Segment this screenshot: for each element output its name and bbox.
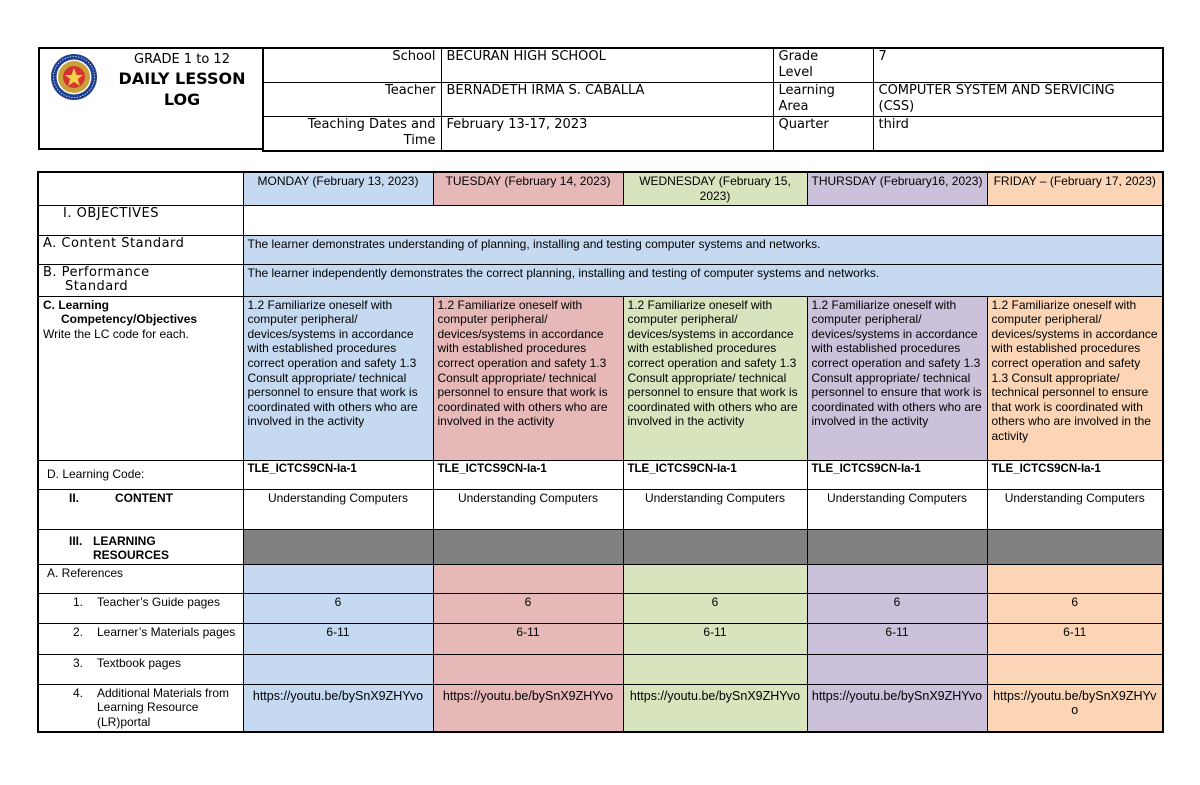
teachers-guide-label: 1. Teacher’s Guide pages (38, 593, 243, 623)
content-label: II. CONTENT (38, 489, 243, 529)
teaching-dates-value: February 13-17, 2023 (441, 116, 773, 151)
learning-competency-row (38, 296, 1163, 460)
teacher-label: Teacher (263, 82, 441, 116)
textbook-row (38, 654, 1163, 684)
resources-wednesday (623, 529, 807, 564)
learning-code-monday: TLE_ICTCS9CN-Ia-1 (243, 460, 433, 489)
references-monday (243, 564, 433, 593)
day-header-wednesday: WEDNESDAY (February 15, 2023) (623, 172, 807, 205)
tb-thursday (807, 654, 987, 684)
content-monday: Understanding Computers (243, 489, 433, 529)
additional-materials-row (38, 684, 1163, 731)
am-link-wednesday[interactable]: https://youtu.be/bySnX9ZHYvo (623, 684, 807, 731)
deped-seal-icon (50, 53, 98, 101)
references-row (38, 564, 1163, 593)
resources-friday (987, 529, 1163, 564)
objectives-label: I. OBJECTIVES (38, 205, 243, 235)
header-title-box (38, 47, 262, 150)
references-tuesday (433, 564, 623, 593)
resources-tuesday (433, 529, 623, 564)
teachers-guide-row (38, 593, 1163, 623)
day-header-thursday: THURSDAY (February16, 2023) (807, 172, 987, 205)
content-standard-row (38, 235, 1163, 264)
tb-tuesday (433, 654, 623, 684)
am-link-thursday[interactable]: https://youtu.be/bySnX9ZHYvo (807, 684, 987, 731)
lc-wednesday: 1.2 Familiarize oneself with computer peripheral/ devices/systems in accordance with established procedures correct operation and safety 1.3 Consult appropriate/ technical personnel to ensure that work is coordinated with others who are involved in the activity (623, 296, 807, 460)
title-line-2: LOG (163, 90, 201, 109)
page-title (102, 68, 262, 110)
school-value: BECURAN HIGH SCHOOL (441, 48, 773, 82)
content-thursday: Understanding Computers (807, 489, 987, 529)
grade-level-label: Grade Level (773, 48, 873, 82)
references-thursday (807, 564, 987, 593)
learning-code-label: D. Learning Code: (38, 460, 243, 489)
tg-tuesday: 6 (433, 593, 623, 623)
tb-monday (243, 654, 433, 684)
day-header-friday: FRIDAY – (February 17, 2023) (987, 172, 1163, 205)
school-label: School (263, 48, 441, 82)
lm-wednesday: 6-11 (623, 623, 807, 654)
grade-level-value: 7 (873, 48, 1163, 82)
references-label: A. References (38, 564, 243, 593)
day-header-monday: MONDAY (February 13, 2023) (243, 172, 433, 205)
teacher-value: BERNADETH IRMA S. CABALLA (441, 82, 773, 116)
lm-thursday: 6-11 (807, 623, 987, 654)
content-wednesday: Understanding Computers (623, 489, 807, 529)
lm-tuesday: 6-11 (433, 623, 623, 654)
lc-friday: 1.2 Familiarize oneself with computer peripheral/ devices/systems in accordance with established procedures correct operation and safety 1.3 Consult appropriate/ technical personnel to ensure that work is coordinated with others who are involved in the activity (987, 296, 1163, 460)
header-info-table (262, 47, 1164, 152)
objectives-value (243, 205, 1163, 235)
content-tuesday: Understanding Computers (433, 489, 623, 529)
day-header-row (38, 172, 1163, 205)
learning-code-thursday: TLE_ICTCS9CN-Ia-1 (807, 460, 987, 489)
teaching-dates-label: Teaching Dates and Time (263, 116, 441, 151)
quarter-value: third (873, 116, 1163, 151)
lc-thursday: 1.2 Familiarize oneself with computer peripheral/ devices/systems in accordance with established procedures correct operation and safety 1.3 Consult appropriate/ technical personnel to ensure that work is coordinated with others who are involved in the activity (807, 296, 987, 460)
grade-range: GRADE 1 to 12 (134, 52, 230, 67)
resources-thursday (807, 529, 987, 564)
performance-standard-label: B. Performance Standard (38, 264, 243, 296)
tb-wednesday (623, 654, 807, 684)
tg-thursday: 6 (807, 593, 987, 623)
learners-materials-row (38, 623, 1163, 654)
lm-friday: 6-11 (987, 623, 1163, 654)
lm-monday: 6-11 (243, 623, 433, 654)
learning-code-friday: TLE_ICTCS9CN-Ia-1 (987, 460, 1163, 489)
tg-wednesday: 6 (623, 593, 807, 623)
content-standard-label: A. Content Standard (38, 235, 243, 264)
tb-friday (987, 654, 1163, 684)
textbook-label: 3. Textbook pages (38, 654, 243, 684)
objectives-row (38, 205, 1163, 235)
lc-monday: 1.2 Familiarize oneself with computer peripheral/ devices/systems in accordance with established procedures correct operation and safety 1.3 Consult appropriate/ technical personnel to ensure that work is coordinated with others who are involved in the activity (243, 296, 433, 460)
resources-monday (243, 529, 433, 564)
performance-standard-row (38, 264, 1163, 296)
references-wednesday (623, 564, 807, 593)
am-link-friday[interactable]: https://youtu.be/bySnX9ZHYvo (987, 684, 1163, 731)
learning-code-tuesday: TLE_ICTCS9CN-Ia-1 (433, 460, 623, 489)
additional-materials-label: 4. Additional Materials from Learning Resource (LR)portal (38, 684, 243, 731)
lc-tuesday: 1.2 Familiarize oneself with computer peripheral/ devices/systems in accordance with established procedures correct operation and safety 1.3 Consult appropriate/ technical personnel to ensure that work is coordinated with others who are involved in the activity (433, 296, 623, 460)
tg-friday: 6 (987, 593, 1163, 623)
content-row (38, 489, 1163, 529)
title-line-1: DAILY LESSON (118, 69, 246, 88)
tg-monday: 6 (243, 593, 433, 623)
learning-resources-label: III. LEARNING RESOURCES (38, 529, 243, 564)
learning-area-value: COMPUTER SYSTEM AND SERVICING (CSS) (873, 82, 1163, 116)
quarter-label: Quarter (773, 116, 873, 151)
references-friday (987, 564, 1163, 593)
am-link-tuesday[interactable]: https://youtu.be/bySnX9ZHYvo (433, 684, 623, 731)
learning-resources-row (38, 529, 1163, 564)
day-header-tuesday: TUESDAY (February 14, 2023) (433, 172, 623, 205)
performance-standard-value: The learner independently demonstrates the correct planning, installing and testing of computer systems and networks. (243, 264, 1163, 296)
am-link-monday[interactable]: https://youtu.be/bySnX9ZHYvo (243, 684, 433, 731)
learners-materials-label: 2. Learner’s Materials pages (38, 623, 243, 654)
learning-area-label: Learning Area (773, 82, 873, 116)
lesson-log-table (37, 171, 1164, 733)
corner-cell (38, 172, 243, 205)
learning-competency-label: C. Learning Competency/Objectives Write the LC code for each. (38, 296, 243, 460)
content-standard-value: The learner demonstrates understanding of planning, installing and testing computer systems and networks. (243, 235, 1163, 264)
learning-code-wednesday: TLE_ICTCS9CN-Ia-1 (623, 460, 807, 489)
content-friday: Understanding Computers (987, 489, 1163, 529)
learning-code-row (38, 460, 1163, 489)
